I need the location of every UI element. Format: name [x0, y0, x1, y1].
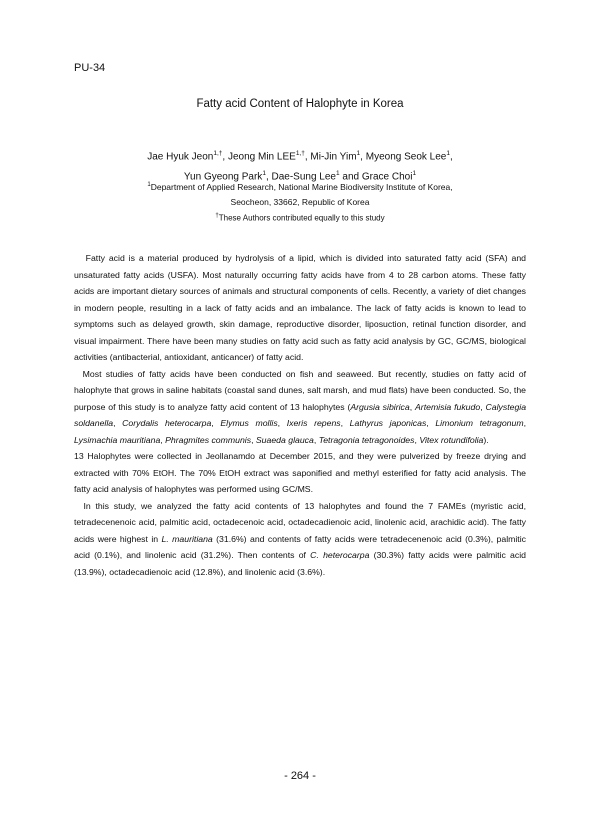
author-separator: , — [449, 151, 453, 163]
species-name: Vitex rotundifolia — [419, 434, 484, 445]
affiliation-marker: 1 — [147, 182, 151, 188]
affiliation-text: Department of Applied Research, National Marine Biodiversity Institute of Korea, — [150, 181, 453, 192]
species-name: Limonium tetragonum — [435, 418, 524, 428]
author-separator: and — [339, 171, 362, 183]
species-name: Tetragonia tetragonoides — [318, 434, 415, 445]
paragraph-text: , — [251, 434, 256, 445]
species-name: C. heterocarpa — [310, 550, 370, 560]
author-affiliation-marker: 1 — [262, 170, 266, 178]
paragraph-text: , — [480, 401, 486, 412]
author-separator: , — [360, 151, 366, 163]
paragraph-text: In this study, we analyzed the fatty acid contents of 13 halophytes and found the 7 FAMEs (myristic acid, tetradecenenoic acid, palmitic acid, octadecenoic acid, octadecadienoic acid, linolenic acid, arachidic acid). The fatty acids were highest in — [74, 500, 526, 544]
abstract-paragraph — [74, 366, 526, 449]
species-name: Suaeda glauca — [255, 434, 314, 445]
paragraph-text: (30.3%) fatty acids were palmitic acid (13.9%), octadecadienoic acid (12.8%), and linolenic acid (3.6%). — [74, 550, 526, 577]
species-name: Argusia sibirica — [350, 401, 410, 412]
species-name: Elymus mollis — [220, 418, 278, 428]
author-separator: , — [265, 171, 272, 183]
abstract-paragraph — [74, 250, 526, 366]
author-name: Grace Choi — [361, 171, 413, 183]
paragraph-text: Most studies of fatty acids have been conducted on fish and seaweed. But recently, studies on fatty acid of halophyte that grows in saline habitats (coastal sand dunes, salt marsh, and mud flats) have been conducted. So, the purpose of this study is to analyze fatty acid content of 13 halophytes ( — [74, 368, 526, 412]
author-name: Jeong Min LEE — [227, 151, 296, 163]
paragraph-text: , — [414, 434, 420, 445]
abstract-body — [74, 250, 526, 580]
paragraph-text: , — [313, 434, 319, 445]
author-name: Myeong Seok Lee — [365, 151, 447, 163]
author-affiliation-marker: 1 — [336, 170, 340, 178]
author-name: Jae Hyuk Jeon — [147, 151, 214, 163]
paragraph-text: (31.6%) and contents of fatty acids were tetradecenenoic acid (0.3%), palmitic acid (0.1%), and linolenic acid (31.2%). Then contents of — [74, 533, 526, 560]
paragraph-text: , — [523, 418, 526, 428]
paragraph-text: 13 Halophytes were collected in Jeollanamdo at December 2015, and they were pulverized by freeze drying and extracted with 70% EtOH. The 70% EtOH extract was saponified and methyl esterified for fatty acid analysis. The fatty acid analysis of halophytes was performed using GC/MS. — [74, 451, 526, 494]
abstract-paragraph — [74, 498, 526, 581]
author-separator: , — [222, 151, 228, 163]
species-name: Artemisia fukudo — [415, 401, 481, 412]
note-text: These Authors contributed equally to this study — [218, 213, 385, 223]
author-affiliation-marker: 1,† — [295, 150, 305, 157]
note-marker: † — [215, 213, 219, 219]
author-affiliation-marker: 1 — [412, 170, 417, 178]
author-name: Yun Gyeong Park — [183, 171, 263, 183]
paragraph-text: , — [340, 418, 350, 428]
author-name: Mi-Jin Yim — [310, 151, 357, 163]
author-affiliation-marker: 1 — [356, 150, 361, 157]
species-name: L. mauritiana — [161, 533, 213, 544]
species-name: Lathyrus japonicas — [349, 418, 427, 428]
species-name: Ixeris repens — [286, 418, 341, 428]
paragraph-text: , — [211, 418, 221, 428]
species-name: Lysimachia mauritiana — [74, 434, 161, 445]
abstract-paragraph — [74, 448, 526, 498]
paper-title: Fatty acid Content of Halophyte in Korea — [196, 98, 404, 110]
page-number: - 264 - — [284, 770, 316, 782]
paragraph-text: , — [113, 418, 123, 428]
paragraph-text: , — [160, 434, 166, 445]
species-name: Corydalis heterocarpa — [122, 418, 212, 428]
paragraph-text: , — [426, 418, 436, 428]
species-name: Phragmites communis — [165, 434, 252, 445]
author-line-1 — [0, 145, 600, 165]
author-name: Dae-Sung Lee — [271, 171, 336, 183]
affiliation — [0, 178, 600, 210]
paragraph-text: , — [277, 418, 287, 428]
equal-contribution-note — [0, 213, 600, 223]
species-name: Calystegia soldanella — [74, 401, 527, 428]
affiliation-line-1 — [0, 178, 600, 195]
author-separator: , — [304, 151, 311, 163]
affiliation-line-2: Seocheon, 33662, Republic of Korea — [230, 196, 370, 207]
paragraph-text: ). — [483, 434, 489, 445]
paragraph-text: Fatty acid is a material produced by hydrolysis of a lipid, which is divided into saturated fatty acid (SFA) and unsaturated fatty acids (USFA). Most naturally occurring fatty acids have from 4 to 28 carbon atoms. These fatty acids are important dietary sources of animals and structural components of cells. Recently, a variety of diet changes in modern people, resulting in a lack of fatty acids and an imbalance. The lack of fatty acids is known to lead to symptoms such as delayed growth, skin damage, reproductive disorder, liposuction, retinal function disorder, and visual impairment. There have been many studies on fatty acid such as fatty acid analysis by GC, GC/MS, biological activities (antibacterial, antioxidant, anticancer) of fatty acid. — [74, 253, 526, 362]
paragraph-text: , — [409, 401, 416, 412]
abstract-code: PU-34 — [74, 62, 106, 74]
author-affiliation-marker: 1 — [446, 150, 450, 157]
author-affiliation-marker: 1,† — [213, 150, 223, 157]
